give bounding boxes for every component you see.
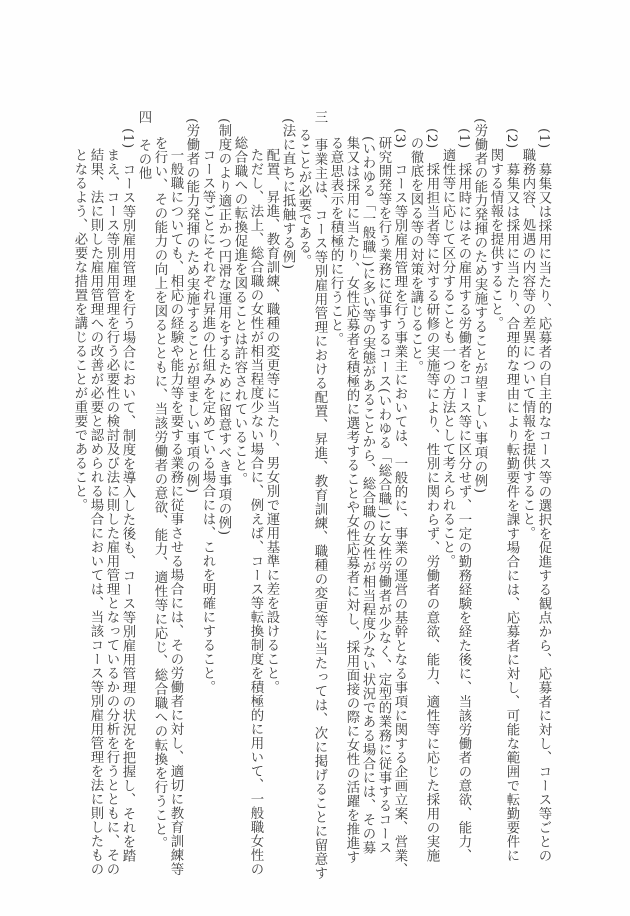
text-column: となるよう、必要な措置を講じることが重要であること。: [72, 148, 87, 512]
text-column: 集又は採用に当たり、女性応募者を積極的に選考することや女性応募者に対し、採用面接の際に女性の活躍を推進す: [344, 136, 359, 864]
text-column: 適性等に応じて区分することも一つの方法として考えられること。: [440, 148, 455, 568]
text-column: コース等ごとにそれぞれ昇進の仕組みを定めている場合には、これを明確にすること。: [200, 148, 215, 694]
text-column: (労働者の能力発揮のため実施することが望ましい事項の例): [472, 118, 487, 494]
text-column: 配置、昇進、教育訓練、職種の変更等に当たり、男女別で運用基準に差を設けること。: [264, 148, 279, 694]
text-column: (1) 募集又は採用に当たり、応募者の自主的なコース等の選択を促進する観点から、応募者に対し、コース等ごとの: [536, 128, 551, 863]
text-column: 総合職への転換促進を図ることは許容されていること。: [232, 136, 247, 486]
text-column: (1) コース等別雇用管理を行う場合において、制度を導入した後も、コース等別雇用管理の状況を把握し、それを踏: [120, 128, 135, 863]
text-column: (労働者の能力発揮のため実施することが望ましい事項の例): [184, 118, 199, 494]
text-column: る意思表示を積極的に行うこと。: [328, 136, 343, 346]
text-column: の徹底を図る等の対策を講じること。: [408, 136, 423, 374]
text-column: ることが必要である。: [296, 128, 311, 268]
text-column: (3) コース等別雇用管理を行う事業主においては、一般的に、事業の運営の基幹となる事項に関する企画立案、営業、: [392, 128, 407, 877]
text-column: (法に直ちに抵触する例): [280, 118, 295, 270]
text-column: ただし、法上、総合職の女性が相当程度少ない場合に、例えば、コース等転換制度を積極的に用いて、一般職女性の: [248, 148, 263, 876]
text-column: 結果、法に則した雇用管理への改善が必要と認められる場合においては、当該コース等別雇用管理を法に則したもの: [88, 148, 103, 876]
text-column: 三 事業主は、コース等別雇用管理における配置、昇進、教育訓練、職種の変更等に当たっては、次に掲げることに留意す: [312, 110, 327, 880]
text-column: 関する情報を提供すること。: [488, 148, 503, 330]
text-column: (制度のより適正かつ円滑な運用をするために留意すべき事項の例): [216, 118, 231, 536]
text-column: 研究開発等を行う業務に従事するコース(いわゆる「総合職」)に女性労働者が少なく、定型的業務に従事するコース: [376, 136, 391, 855]
text-column: (2) 募集又は採用に当たり、合理的な理由により転勤要件を課す場合には、応募者に対し、可能な範囲で転勤要件に: [504, 128, 519, 863]
text-column: (1) 採用時にはその雇用する労働者をコース等に区分せず、一定の勤務経験を経た後に、当該労働者の意欲、能力、: [456, 128, 471, 863]
text-column: を行い、その能力の向上を図るとともに、当該労働者の意欲、能力、適性等に応じ、総合職への転換を行うこと。: [152, 136, 167, 850]
text-column: (いわゆる「一般職」)に多い等の実態があることから、総合職の女性が相当程度少ない状況である場合には、その募: [360, 136, 375, 855]
text-column: 職務内容、処遇の内容等の差異について情報を提供すること。: [520, 148, 535, 540]
text-column: 一般職についても、相応の経験や能力等を要する業務に従事させる場合には、その労働者に対し、適切に教育訓練等: [168, 148, 183, 876]
text-column: 四 その他: [136, 110, 151, 180]
text-column: (2) 採用担当者等に対する研修の実施等により、性別に関わらず、労働者の意欲、能力、適性等に応じた採用の実施: [424, 128, 439, 863]
text-column: まえ、コース等別雇用管理を行う必要性の検討及び法に則した雇用管理となっているかの分析を行うとともに、その: [104, 148, 119, 876]
